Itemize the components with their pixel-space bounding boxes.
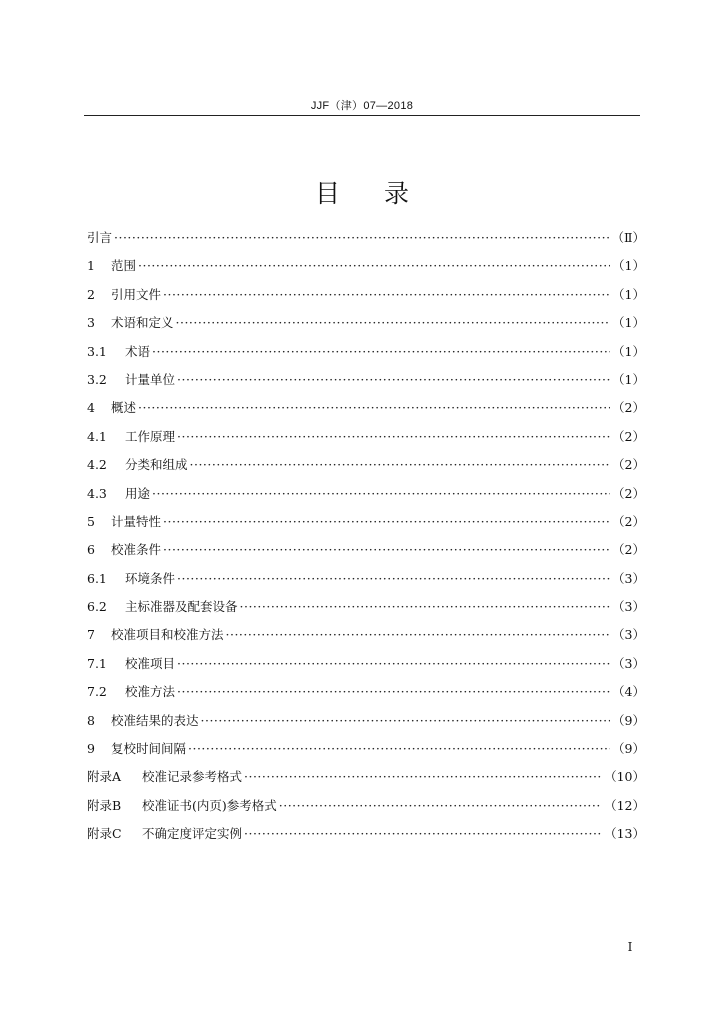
toc-entry-page: （9）	[612, 712, 645, 728]
dot-leader	[177, 565, 610, 593]
toc-entry[interactable]	[87, 281, 645, 309]
dot-leader	[177, 423, 610, 451]
toc-entry-page: （10）	[604, 769, 645, 785]
toc-entry-label: 校准记录参考格式	[142, 769, 243, 785]
toc-entry-number: 6.2	[87, 599, 107, 615]
toc-entry-page: （3）	[612, 627, 645, 643]
toc-entry[interactable]	[87, 394, 645, 422]
toc-entry[interactable]	[87, 338, 645, 366]
toc-entry-label: 分类和组成	[125, 457, 188, 473]
dot-leader	[152, 480, 610, 508]
toc-entry-label: 概述	[111, 400, 137, 416]
dot-leader	[177, 678, 610, 706]
toc-entry-label: 引用文件	[111, 286, 162, 302]
toc-entry-page: （1）	[612, 315, 645, 331]
toc-entry-page: （1）	[612, 371, 645, 387]
toc-entry-number: 附录A	[87, 769, 122, 785]
toc-entry-page: （3）	[612, 655, 645, 671]
toc-entry-label: 校准结果的表达	[111, 712, 199, 728]
toc-entry-number: 4.1	[87, 428, 107, 444]
toc-entry[interactable]	[87, 621, 645, 649]
toc-entry-label: 校准项目和校准方法	[111, 627, 224, 643]
toc-entry[interactable]	[87, 678, 645, 706]
toc-entry-label: 不确定度评定实例	[142, 826, 243, 842]
toc-entry[interactable]	[87, 792, 645, 820]
toc-entry[interactable]	[87, 763, 645, 791]
dot-leader	[152, 338, 610, 366]
toc-entry-label: 术语和定义	[111, 315, 174, 331]
dot-leader	[163, 536, 610, 564]
toc-entry[interactable]	[87, 707, 645, 735]
toc-entry-page: （2）	[612, 513, 645, 529]
toc-entry-number: 2	[87, 286, 95, 302]
toc-entry-label: 工作原理	[125, 428, 176, 444]
dot-leader	[177, 650, 610, 678]
dot-leader	[138, 252, 610, 280]
toc-entry-number: 附录C	[87, 826, 122, 842]
toc-entry-label: 环境条件	[125, 570, 176, 586]
toc-entry-label: 主标准器及配套设备	[125, 599, 238, 615]
toc-entry-label: 计量特性	[111, 513, 162, 529]
dot-leader	[201, 707, 611, 735]
document-code: JJF（津）07—2018	[310, 100, 414, 112]
toc-entry-page: （2）	[612, 542, 645, 558]
dot-leader	[244, 820, 602, 848]
toc-entry-label: 范围	[111, 258, 137, 274]
toc-entry-page: （1）	[612, 343, 645, 359]
toc-entry-number: 6.1	[87, 570, 107, 586]
toc-entry-label: 校准条件	[111, 542, 162, 558]
toc-entry-number: 4	[87, 400, 95, 416]
toc-entry-number: 7.2	[87, 684, 107, 700]
toc-entry[interactable]	[87, 593, 645, 621]
toc-entry-label: 计量单位	[125, 371, 176, 387]
toc-entry-number: 9	[87, 741, 95, 757]
toc-entry[interactable]	[87, 508, 645, 536]
toc-entry-page: （2）	[612, 400, 645, 416]
toc-entry-number: 5	[87, 513, 95, 529]
dot-leader	[114, 224, 609, 252]
dot-leader	[244, 763, 602, 791]
dot-leader	[188, 735, 610, 763]
dot-leader	[226, 621, 611, 649]
toc-entry-page: （12）	[604, 797, 645, 813]
toc-entry-page: （1）	[612, 258, 645, 274]
toc-entry-number: 3	[87, 315, 95, 331]
toc-entry-number: 8	[87, 712, 95, 728]
toc-entry-number: 7	[87, 627, 95, 643]
toc-entry-number: 1	[87, 258, 95, 274]
toc-entry-label: 复校时间间隔	[111, 741, 187, 757]
toc-entry[interactable]	[87, 565, 645, 593]
dot-leader	[177, 366, 610, 394]
dot-leader	[163, 508, 610, 536]
toc-entry-number: 3.1	[87, 343, 107, 359]
toc-entry[interactable]	[87, 735, 645, 763]
toc-entry-label: 校准证书(内页)参考格式	[142, 797, 277, 813]
toc-entry[interactable]	[87, 366, 645, 394]
toc-entry-page: （13）	[604, 826, 645, 842]
toc-entry-label: 术语	[125, 343, 151, 359]
toc-entry[interactable]	[87, 309, 645, 337]
toc-entry-number: 4.3	[87, 485, 107, 501]
toc-entry-number: 4.2	[87, 457, 107, 473]
toc-entry[interactable]	[87, 650, 645, 678]
table-of-contents	[87, 224, 645, 849]
toc-entry[interactable]	[87, 451, 645, 479]
toc-entry-number: 6	[87, 542, 95, 558]
toc-entry-page: （9）	[612, 741, 645, 757]
toc-title: 目录	[314, 179, 453, 208]
toc-entry-number: 附录B	[87, 797, 122, 813]
toc-entry-label: 引言	[87, 230, 113, 245]
toc-entry-page: （3）	[612, 599, 645, 615]
toc-entry[interactable]	[87, 252, 645, 280]
header-rule	[84, 115, 640, 116]
dot-leader	[279, 792, 602, 820]
toc-entry-page: （4）	[612, 684, 645, 700]
toc-entry-label: 校准项目	[125, 655, 176, 671]
toc-entry[interactable]	[87, 820, 645, 848]
dot-leader	[190, 451, 611, 479]
toc-entry-page: （2）	[612, 428, 645, 444]
toc-entry-number: 7.1	[87, 655, 107, 671]
toc-entry-label: 用途	[125, 485, 151, 501]
toc-entry[interactable]	[87, 423, 645, 451]
page-number: I	[627, 940, 633, 954]
toc-entry-number: 3.2	[87, 371, 107, 387]
dot-leader	[176, 309, 611, 337]
toc-entry-label: 校准方法	[125, 684, 176, 700]
dot-leader	[240, 593, 611, 621]
dot-leader	[163, 281, 610, 309]
toc-entry-page: （2）	[612, 457, 645, 473]
toc-entry[interactable]	[87, 536, 645, 564]
toc-entry[interactable]	[87, 480, 645, 508]
dot-leader	[138, 394, 610, 422]
toc-entry[interactable]	[87, 224, 645, 252]
toc-entry-page: （Ⅱ）	[611, 230, 645, 245]
toc-entry-page: （1）	[612, 286, 645, 302]
toc-entry-page: （2）	[612, 485, 645, 501]
toc-entry-page: （3）	[612, 570, 645, 586]
